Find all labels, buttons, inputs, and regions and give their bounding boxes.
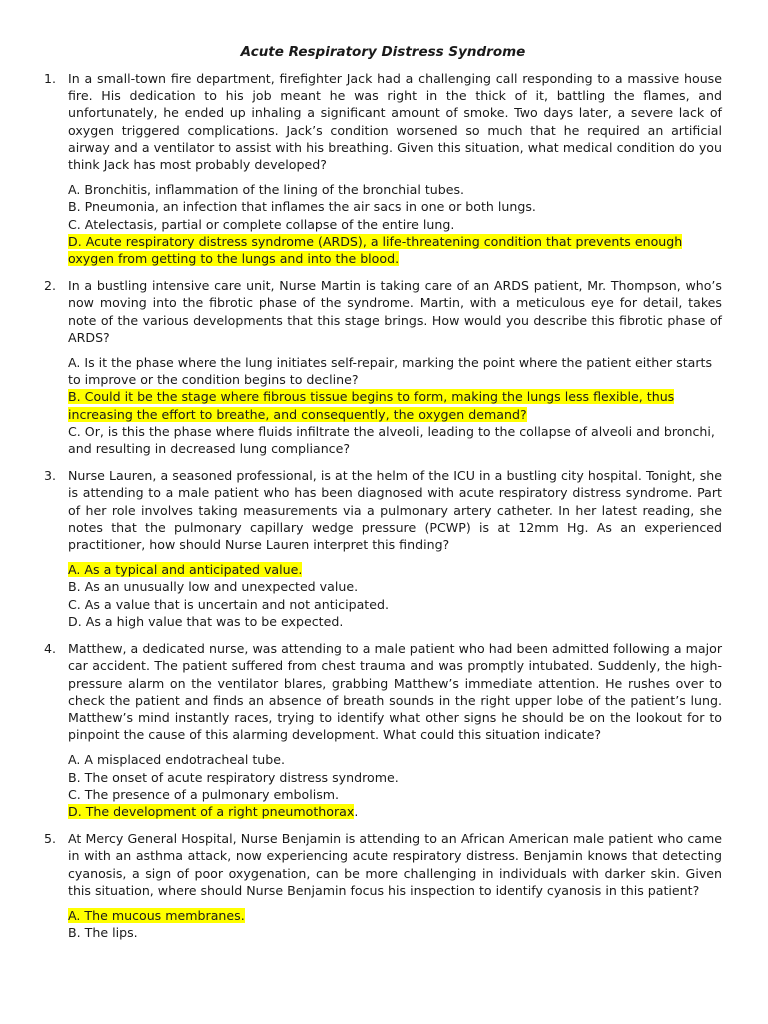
question-item <box>44 467 722 630</box>
question-number: 4. <box>44 641 57 657</box>
answer-option-text: C. As a value that is uncertain and not anticipated. <box>68 596 389 612</box>
answer-option-text: A. A misplaced endotracheal tube. <box>68 752 286 768</box>
answer-option-text: A. Is it the phase where the lung initiates self-repair, marking the point where the patient either starts to improve or the condition begins to decline? <box>68 355 713 388</box>
answer-option-correct <box>68 233 722 267</box>
answer-option-correct <box>68 388 722 422</box>
answer-option-text: D. As a high value that was to be expected. <box>68 613 344 629</box>
answer-option <box>68 181 722 198</box>
question-stem: In a bustling intensive care unit, Nurse Martin is taking care of an ARDS patient, Mr. Thompson, who’s now moving into the fibrotic phase of the syndrome. Martin, with a meticulous eye for detail, takes note of the various developments that this stage brings. How would you describe this fibrotic phase of ARDS? <box>68 278 722 345</box>
question-stem: At Mercy General Hospital, Nurse Benjamin is attending to an African American male patient who came in with an asthma attack, now experiencing acute respiratory distress. Benjamin knows that detecting cyanosis, a sign of poor oxygenation, can be more challenging in individuals with darker skin. Given this situation, where should Nurse Benjamin focus his inspection to identify cyanosis in this patient? <box>68 831 722 898</box>
answer-option-text: D. Acute respiratory distress syndrome (ARDS), a life-threatening condition that prevents enough oxygen from getting to the lungs and into the blood. <box>68 233 683 267</box>
answer-option-text: B. The lips. <box>68 925 138 941</box>
question-number: 3. <box>44 468 57 484</box>
answer-options <box>68 561 722 630</box>
question-stem: Nurse Lauren, a seasoned professional, is at the helm of the ICU in a bustling city hospital. Tonight, she is attending to a male patient who has been diagnosed with acute respiratory distress syndrome. Part of her role involves taking measurements via a pulmonary artery catheter. In her latest reading, she notes that the pulmonary capillary wedge pressure (PCWP) is at 12mm Hg. As an experienced practitioner, how should Nurse Lauren interpret this finding? <box>68 468 722 553</box>
answer-option-suffix: . <box>354 803 359 819</box>
answer-option-correct <box>68 907 722 924</box>
question-list <box>44 70 722 941</box>
answer-option-correct <box>68 561 722 578</box>
answer-option-text: B. Pneumonia, an infection that inflames the air sacs in one or both lungs. <box>68 199 536 215</box>
answer-option <box>68 769 722 786</box>
question-number: 5. <box>44 831 57 847</box>
answer-option-text: B. Could it be the stage where fibrous tissue begins to form, making the lungs less flexible, thus increasing the effort to breathe, and consequently, the oxygen demand? <box>68 389 675 422</box>
answer-option <box>68 751 722 768</box>
answer-option-text: A. Bronchitis, inflammation of the lining of the bronchial tubes. <box>68 182 465 198</box>
answer-option-text: B. The onset of acute respiratory distress syndrome. <box>68 769 399 785</box>
answer-option <box>68 613 722 630</box>
answer-options <box>68 907 722 941</box>
question-stem: In a small-town fire department, firefighter Jack had a challenging call responding to a massive house fire. His dedication to his job meant he was right in the thick of it, battling the flames, and unfortunately, he ended up inhaling a significant amount of smoke. Two days later, a severe lack of oxygen triggered complications. Jack’s condition worsened so much that he required an artificial airway and a ventilator to assist with his breathing. Given this situation, what medical condition do you think Jack has most probably developed? <box>68 71 722 173</box>
answer-option-text: C. Atelectasis, partial or complete collapse of the entire lung. <box>68 216 455 232</box>
answer-option <box>68 596 722 613</box>
answer-option <box>68 924 722 941</box>
answer-option-text: C. Or, is this the phase where fluids infiltrate the alveoli, leading to the collapse of alveoli and bronchi, and resulting in decreased lung compliance? <box>68 423 715 457</box>
answer-option-text: C. The presence of a pulmonary embolism. <box>68 786 340 802</box>
question-stem: Matthew, a dedicated nurse, was attending to a male patient who had been admitted following a major car accident. The patient suffered from chest trauma and was promptly intubated. Suddenly, the high-pressure alarm on the ventilator blares, grabbing Matthew’s immediate attention. He rushes over to check the patient and finds an absence of breath sounds in the right upper lobe of the patient’s lung. Matthew’s mind instantly races, trying to identify what other signs he should be on the lookout for to pinpoint the cause of this alarming development. What could this situation indicate? <box>68 641 722 743</box>
answer-option <box>68 354 722 388</box>
answer-option <box>68 423 722 457</box>
answer-option <box>68 216 722 233</box>
question-item <box>44 830 722 941</box>
question-item <box>44 70 722 267</box>
answer-option-text: B. As an unusually low and unexpected value. <box>68 579 359 595</box>
answer-option-text: D. The development of a right pneumothorax <box>68 803 355 819</box>
question-number: 1. <box>44 71 57 86</box>
answer-option-correct <box>68 803 722 820</box>
answer-options <box>68 354 722 457</box>
answer-option <box>68 198 722 215</box>
document-title: Acute Respiratory Distress Syndrome <box>240 44 526 60</box>
answer-options <box>68 181 722 267</box>
question-number: 2. <box>44 278 57 294</box>
answer-options <box>68 751 722 820</box>
answer-option-text: A. The mucous membranes. <box>68 907 245 923</box>
answer-option <box>68 578 722 595</box>
answer-option-text: A. As a typical and anticipated value. <box>68 562 303 578</box>
question-item <box>44 277 722 457</box>
question-item <box>44 640 722 820</box>
answer-option <box>68 786 722 803</box>
